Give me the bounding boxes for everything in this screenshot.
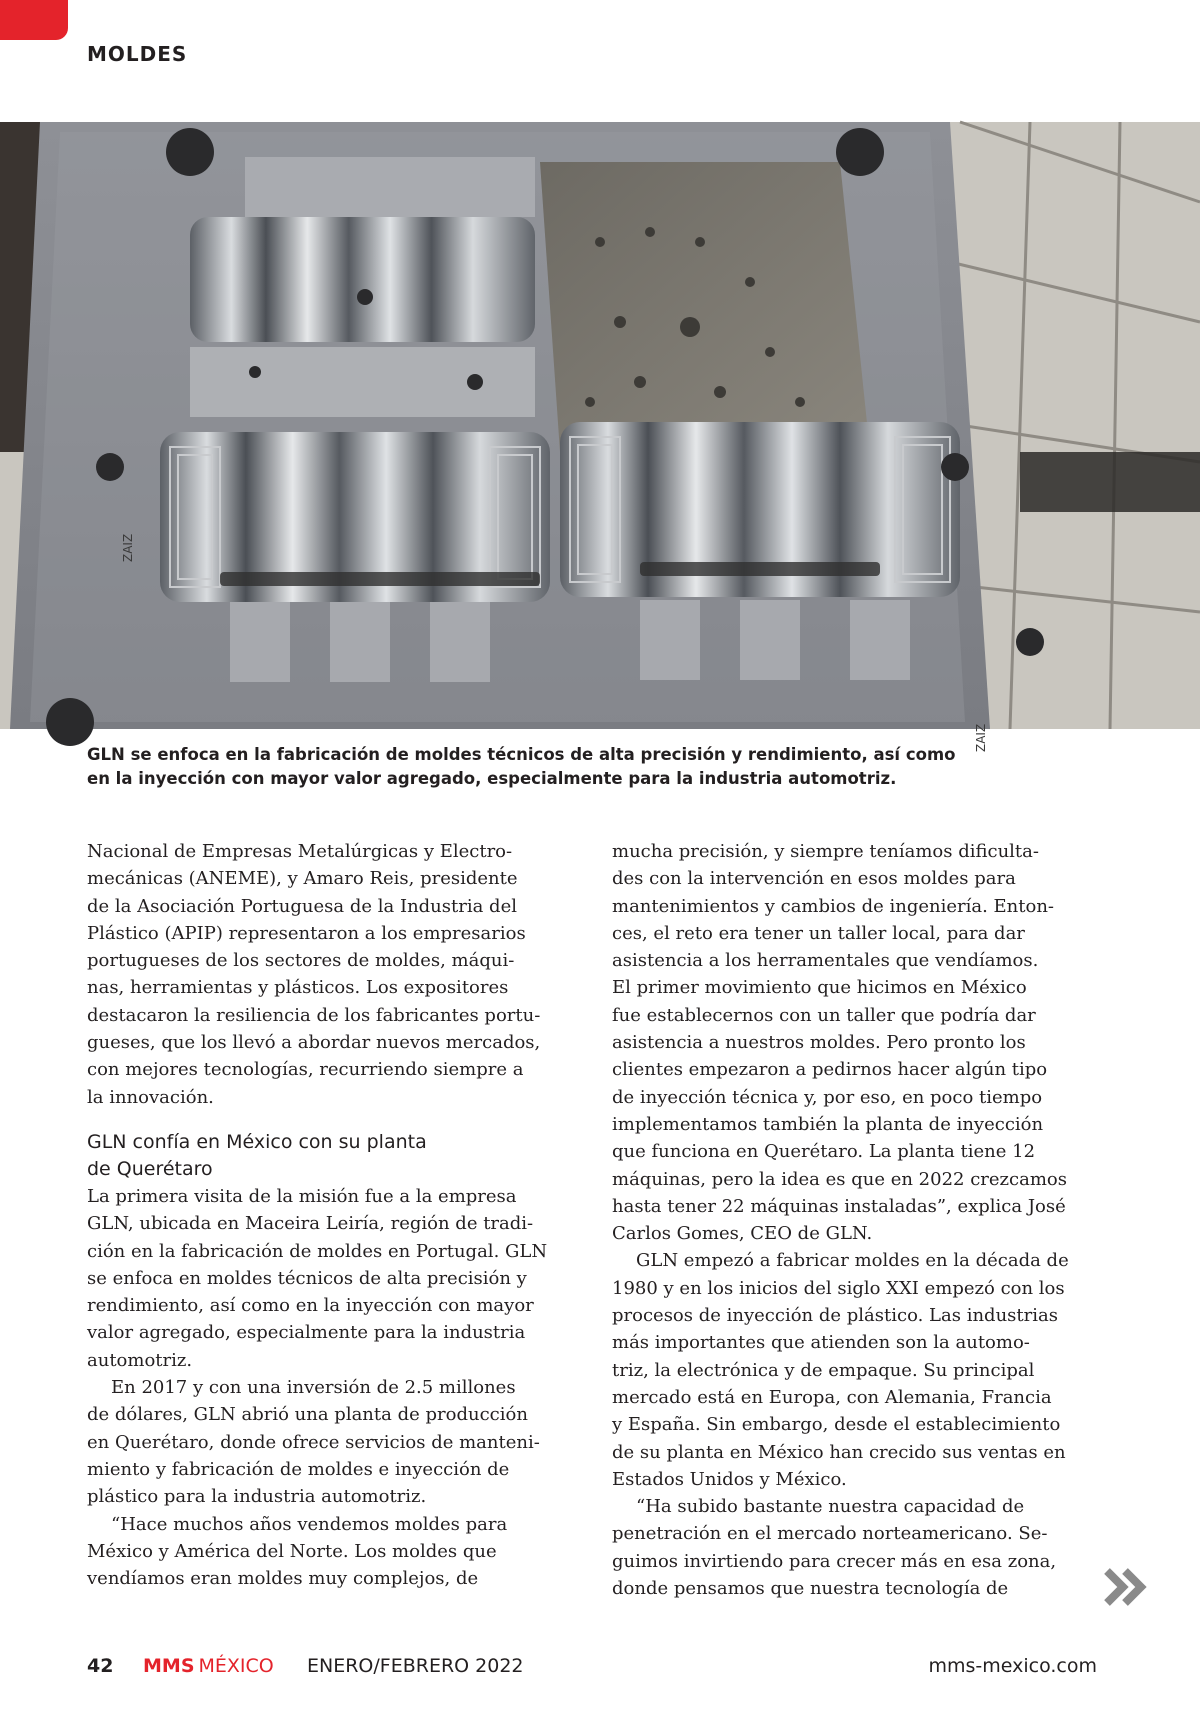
text-line: la innovación. [87, 1086, 214, 1108]
text-line: destacaron la resiliencia de los fabricantes portu- [87, 1004, 541, 1026]
text-line: de inyección técnica y, por eso, en poco tiempo [612, 1086, 1043, 1108]
text-line: Carlos Gomes, CEO de GLN. [612, 1223, 873, 1245]
right-column [612, 838, 1112, 1602]
text-line: guimos invirtiendo para crecer más en esa zona, [612, 1550, 1057, 1572]
paragraph [612, 1493, 1112, 1602]
paragraph [87, 1183, 587, 1374]
text-line: ción en la fabricación de moldes en Portugal. GLN [87, 1240, 548, 1262]
subheading-line: de Querétaro [87, 1157, 213, 1180]
text-line: rendimiento, así como en la inyección con mayor [87, 1295, 534, 1317]
text-line: clientes empezaron a pedirnos hacer algún tipo [612, 1059, 1048, 1081]
subheading-line: GLN confía en México con su planta [87, 1130, 427, 1153]
text-line: donde pensamos que nuestra tecnología de [612, 1578, 1009, 1600]
text-line: hasta tener 22 máquinas instaladas”, explica José [612, 1195, 1066, 1217]
caption-line: GLN se enfoca en la fabricación de moldes técnicos de alta precisión y rendimiento, así como [87, 745, 956, 764]
subheading [87, 1129, 587, 1183]
text-line: des con la intervención en esos moldes para [612, 868, 1016, 890]
paragraph [87, 1374, 587, 1510]
text-line: mantenimientos y cambios de ingeniería. Enton- [612, 895, 1055, 917]
text-line: nas, herramientas y plásticos. Los expositores [87, 977, 509, 999]
text-line: GLN, ubicada en Maceira Leiría, región de tradi- [87, 1213, 534, 1235]
mold-mark-right: ZAIZ [974, 723, 988, 752]
text-line: vendíamos eran moldes muy complejos, de [87, 1568, 479, 1590]
text-line: Plástico (APIP) representaron a los empresarios [87, 922, 526, 944]
text-line: triz, la electrónica y de empaque. Su principal [612, 1359, 1035, 1381]
photo-caption [87, 743, 967, 791]
issue-date: ENERO/FEBRERO 2022 [307, 1655, 524, 1677]
text-line: En 2017 y con una inversión de 2.5 millones [111, 1377, 516, 1399]
text-line: asistencia a nuestros moldes. Pero pronto los [612, 1032, 1026, 1054]
magazine-brand [143, 1655, 274, 1677]
text-line: “Hace muchos años vendemos moldes para [111, 1513, 508, 1535]
text-line: GLN empezó a fabricar moldes en la década de [636, 1250, 1069, 1272]
text-line: automotriz. [87, 1349, 193, 1371]
text-line: asistencia a los herramentales que vendíamos. [612, 950, 1039, 972]
text-line: procesos de inyección de plástico. Las industrias [612, 1305, 1058, 1327]
text-line: El primer movimiento que hicimos en México [612, 977, 1027, 999]
text-line: máquinas, pero la idea es que en 2022 crezcamos [612, 1168, 1067, 1190]
paragraph [87, 1511, 587, 1593]
continue-arrow-icon[interactable] [1103, 1567, 1149, 1607]
text-line: plástico para la industria automotriz. [87, 1486, 427, 1508]
text-line: de dólares, GLN abrió una planta de producción [87, 1404, 528, 1426]
text-line: Nacional de Empresas Metalúrgicas y Electro- [87, 841, 513, 862]
mold-photo [0, 122, 1200, 752]
section-label: MOLDES [87, 42, 188, 66]
text-line: mucha precisión, y siempre teníamos dificulta- [612, 841, 1039, 862]
text-line: La primera visita de la misión fue a la empresa [87, 1185, 517, 1207]
paragraph [612, 1247, 1112, 1493]
text-line: 1980 y en los inicios del siglo XXI empezó con los [612, 1277, 1065, 1299]
page-footer [87, 1655, 1097, 1685]
paragraph [87, 838, 587, 1111]
website-link[interactable]: mms-mexico.com [928, 1655, 1097, 1677]
left-column [87, 838, 587, 1592]
paragraph [612, 838, 1112, 1247]
text-line: mercado está en Europa, con Alemania, Francia [612, 1386, 1052, 1408]
page-number: 42 [87, 1655, 114, 1677]
text-line: y España. Sin embargo, desde el establecimiento [612, 1414, 1061, 1436]
text-line: portugueses de los sectores de moldes, máqui- [87, 950, 515, 972]
text-line: “Ha subido bastante nuestra capacidad de [636, 1496, 1025, 1518]
text-line: valor agregado, especialmente para la industria [87, 1322, 526, 1344]
text-line: mecánicas (ANEME), y Amaro Reis, presidente [87, 868, 518, 890]
text-line: ces, el reto era tener un taller local, para dar [612, 922, 1025, 944]
text-line: miento y fabricación de moldes e inyección de [87, 1458, 510, 1480]
caption-line: en la inyección con mayor valor agregado, especialmente para la industria automotriz. [87, 769, 897, 788]
brand-mexico: MÉXICO [198, 1655, 274, 1677]
text-line: fue establecernos con un taller que podría dar [612, 1004, 1036, 1026]
text-line: que funciona en Querétaro. La planta tiene 12 [612, 1141, 1036, 1163]
text-line: Estados Unidos y México. [612, 1468, 847, 1490]
text-line: con mejores tecnologías, recurriendo siempre a [87, 1059, 524, 1081]
text-line: en Querétaro, donde ofrece servicios de manteni- [87, 1431, 540, 1453]
section-color-tab [0, 0, 68, 40]
brand-mms: MMS [143, 1655, 195, 1677]
text-line: penetración en el mercado norteamericano. Se- [612, 1523, 1048, 1545]
text-line: de su planta en México han crecido sus ventas en [612, 1441, 1066, 1463]
text-line: gueses, que los llevó a abordar nuevos mercados, [87, 1032, 541, 1054]
text-line: más importantes que atienden son la automo- [612, 1332, 1030, 1354]
text-line: se enfoca en moldes técnicos de alta precisión y [87, 1267, 527, 1289]
mold-mark-left: ZAIZ [121, 533, 135, 562]
text-line: México y América del Norte. Los moldes que [87, 1540, 497, 1562]
text-line: de la Asociación Portuguesa de la Industria del [87, 895, 517, 917]
text-line: implementamos también la planta de inyección [612, 1113, 1044, 1135]
